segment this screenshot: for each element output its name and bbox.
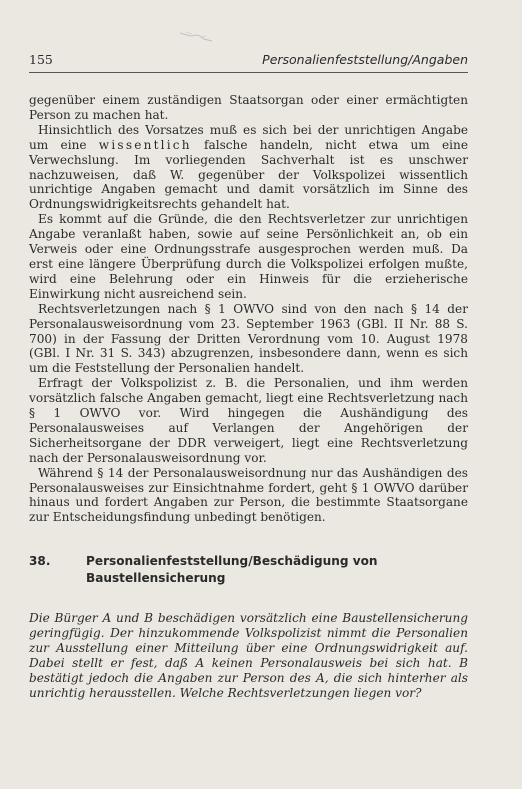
section-number: 38. <box>29 554 51 568</box>
section-title: Personalienfeststellung/Beschädigung von Baustellensicherung <box>86 554 378 585</box>
running-header <box>29 52 468 67</box>
paragraph-text: Hinsichtlich des Vorsatzes muß es sich bei der unrichtigen Angabe um eine <box>29 122 468 152</box>
body-paragraph <box>29 93 468 123</box>
ink-smudge-mark <box>178 30 216 44</box>
paragraph-text: falsche handeln, nicht etwa um eine Verwechslung. Im vorliegenden Sachverhalt ist es unschwer nachzuweisen, daß W. gegenüber der Volkspolizei wissentlich unrichtige Angaben gemacht und damit vorsätzlich im Sinne des Ordnungswidrigkeitsrechts gehandelt hat. <box>29 137 468 212</box>
body-paragraph <box>29 466 468 526</box>
case-description: Die Bürger A und B beschädigen vorsätzlich eine Baustellensicherung geringfügig. Der hinzukommende Volkspolizist nimmt die Personalien zur Ausstellung einer Mitteilung über eine Ordnungswidrigkeit auf. Dabei stellt er fest, daß A keinen Personalausweis bei sich hat. B bestätigt jedoch die Angaben zur Person des A, die sich hinterher als unrichtig herausstellen. Welche Rechtsverletzungen liegen vor? <box>29 611 468 700</box>
body-paragraph <box>29 376 468 465</box>
body-paragraph <box>29 212 468 301</box>
paragraph-text: Es kommt auf die Gründe, die den Rechtsverletzer zur unrichtigen Angabe veranlaßt haben, sowie auf seine Persönlichkeit an, ob ein Verweis oder eine Ordnungsstrafe ausgesprochen werden muß. Da erst eine längere Überprüfung durch die Volkspolizei erfolgen mußte, wird eine Belehrung oder ein Hinweis für die erzieherische Einwirkung nicht ausreichend sein. <box>29 212 468 301</box>
body-paragraph <box>29 302 468 377</box>
paragraph-text: Erfragt der Volkspolizist z. B. die Personalien, und ihm werden vorsätzlich falsche Angaben gemacht, liegt eine Rechtsverletzung nach § 1 OWVO vor. Wird hingegen die Aushändigung des Personalausweises auf Verlangen der Angehörigen der Sicherheitsorgane der DDR verweigert, liegt eine Rechtsverletzung nach der Personalausweisordnung vor. <box>29 376 468 465</box>
body-text <box>29 93 468 525</box>
emphasized-word: wissentlich <box>98 137 192 152</box>
paragraph-text: gegenüber einem zuständigen Staatsorgan oder einer ermächtigten Person zu machen hat. <box>29 93 468 122</box>
paragraph-text: Während § 14 der Personalausweisordnung nur das Aushändigen des Personalausweises zur Einsichtnahme fordert, geht § 1 OWVO darüber hinaus und fordert Angaben zur Person, die bestimmte Staatsorgane zur Entscheidungsfindung unbedingt benötigen. <box>29 465 468 525</box>
page-number: 155 <box>29 52 53 67</box>
body-paragraph <box>29 123 468 212</box>
section-heading <box>29 553 468 587</box>
paragraph-text: Rechtsverletzungen nach § 1 OWVO sind von den nach § 14 der Personalausweisordnung vom 23. September 1963 (GBl. II Nr. 88 S. 700) in der Fassung der Dritten Verordnung vom 10. August 1978 (GBl. I Nr. 31 S. 343) abzugrenzen, insbesondere dann, wenn es sich um die Feststellung der Personalien handelt. <box>29 301 468 376</box>
header-rule <box>29 72 468 73</box>
running-title: Personalienfeststellung/Angaben <box>262 52 468 67</box>
